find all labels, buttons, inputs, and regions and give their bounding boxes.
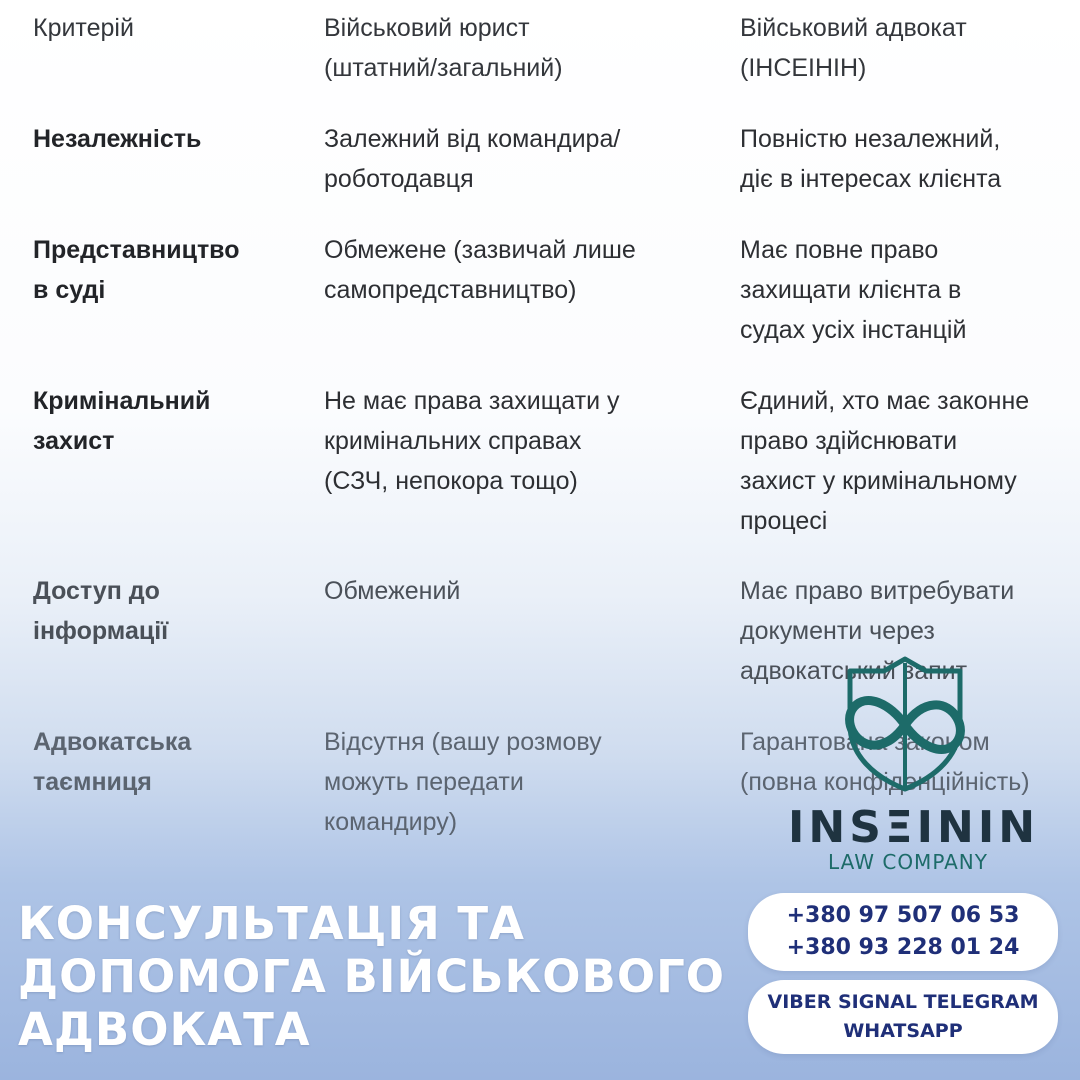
phone-number[interactable]: +380 93 228 01 24 <box>786 935 1020 960</box>
row-advocate-value: Має повне право захищати клієнта в судах усіх інстанцій <box>740 236 967 344</box>
phone-number[interactable]: +380 97 507 06 53 <box>786 903 1020 928</box>
row-criterion: Представництво в суді <box>33 236 240 304</box>
row-lawyer-value: Відсутня (вашу розмову можуть передати командиру) <box>324 728 602 836</box>
phone-numbers-badge[interactable] <box>748 893 1058 971</box>
messengers-line: WHATSAPP <box>843 1020 963 1042</box>
row-advocate-value: Гарантована законом (повна конфіденційність) <box>740 728 1030 796</box>
header-lawyer: Військовий юрист (штатний/загальний) <box>324 14 563 82</box>
row-lawyer-value: Обмежений <box>324 577 461 605</box>
row-lawyer-value: Залежний від командира/ роботодавця <box>324 125 621 193</box>
brand-name: INSΞININ <box>788 802 1040 853</box>
row-criterion: Доступ до інформації <box>33 577 169 645</box>
row-lawyer-value: Обмежене (зазвичай лише самопредставництво) <box>324 236 636 304</box>
brand-subtitle: LAW COMPANY <box>828 850 988 874</box>
shield-infinity-icon <box>832 655 978 795</box>
messengers-badge[interactable] <box>748 980 1058 1054</box>
headline: КОНСУЛЬТАЦІЯ ТА ДОПОМОГА ВІЙСЬКОВОГО АДВОКАТА <box>18 897 725 1056</box>
header-advocate: Військовий адвокат (ІНСЕІНІН) <box>740 14 967 82</box>
row-lawyer-value: Не має права захищати у кримінальних справах (СЗЧ, непокора тощо) <box>324 387 620 495</box>
row-criterion: Кримінальний захист <box>33 387 211 455</box>
row-criterion: Незалежність <box>33 125 202 153</box>
row-advocate-value: Повністю незалежний, діє в інтересах клієнта <box>740 125 1002 193</box>
messengers-line: VIBER SIGNAL TELEGRAM <box>767 991 1039 1013</box>
header-criterion: Критерій <box>33 14 134 42</box>
row-advocate-value: Має право витребувати документи через адвокатський запит <box>740 577 1015 685</box>
row-criterion: Адвокатська таємниця <box>33 728 192 796</box>
row-advocate-value: Єдиний, хто має законне право здійснювати захист у кримінальному процесі <box>740 387 1030 535</box>
